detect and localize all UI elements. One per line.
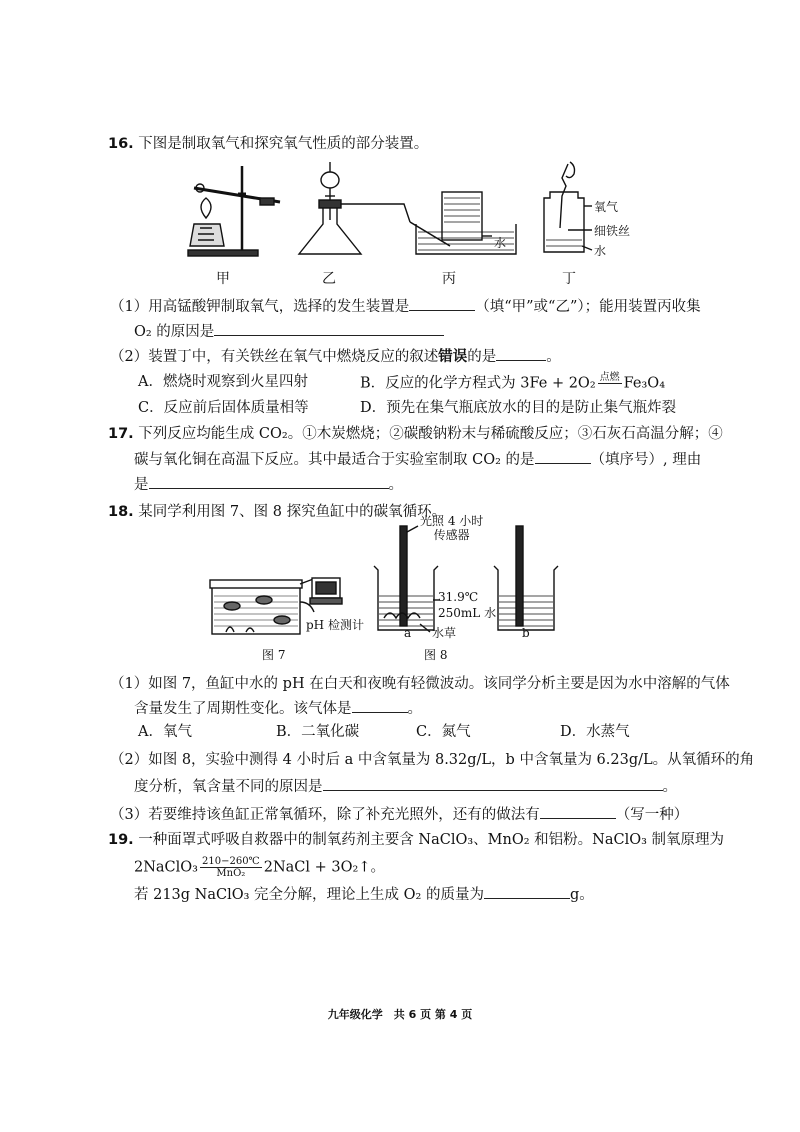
apparatus-ding	[544, 162, 592, 252]
q18-option-c: C．氮气	[416, 724, 471, 740]
fig8-plant-label: 水草	[432, 626, 457, 640]
q18-option-b: B．二氧化碳	[276, 724, 360, 740]
answer-blank[interactable]	[496, 346, 546, 361]
q17-line1: 17. 下列反应均能生成 CO₂。①木炭燃烧；②碳酸钠粉末与稀硫酸反应；③石灰石高温分解；④	[108, 426, 723, 442]
label-water-bing: 水	[494, 236, 507, 250]
label-jia: 甲	[216, 271, 230, 287]
q16-option-c: C．反应前后固体质量相等	[138, 400, 309, 416]
answer-blank[interactable]	[409, 296, 475, 311]
q17-line2: 碳与氧化铜在高温下反应。其中最适合于实验室制取 CO₂ 的是 （填序号）, 理由	[134, 449, 701, 470]
apparatus-jia	[188, 166, 280, 256]
q18-part1-line2: 含量发生了周期性变化。该气体是 。	[134, 698, 422, 719]
q19-equation: 2NaClO₃ $\frac{210-260℃}{\text{MnO₂}}$ 2NaCl + 3O₂↑。	[134, 856, 385, 879]
label-ding: 丁	[562, 271, 576, 287]
label-oxygen: 氧气	[594, 200, 619, 214]
q16-part1: （1）用高锰酸钾制取氧气，选择的发生装置是 （填“甲”或“乙”）；能用装置丙收集	[110, 296, 701, 317]
answer-blank[interactable]	[352, 698, 408, 713]
label-bing: 丙	[442, 271, 456, 287]
label-water-ding: 水	[594, 244, 607, 258]
answer-blank[interactable]	[214, 321, 444, 336]
q18-stem: 18. 某同学利用图 7、图 8 探究鱼缸中的碳氧循环。	[108, 504, 447, 520]
fig8-caption: 图 8	[424, 648, 448, 662]
q16-apparatus-figure	[180, 158, 620, 280]
q19-line1: 19. 一种面罩式呼吸自救器中的制氧药剂主要含 NaClO₃、MnO₂ 和铝粉。NaClO₃ 制氧原理为	[108, 832, 725, 848]
fig8-beaker-a: a	[404, 626, 412, 640]
label-iron-wire: 细铁丝	[594, 224, 631, 238]
fig7-ph-meter-label: pH 检测计	[306, 618, 364, 632]
q18-part2-line2: 度分析，氧含量不同的原因是 。	[134, 776, 677, 797]
q19-line3: 若 213g NaClO₃ 完全分解，理论上生成 O₂ 的质量为 g。	[134, 884, 594, 905]
q16-option-b: B．反应的化学方程式为 3Fe + 2O₂ 点燃 Fe₃O₄	[360, 372, 666, 392]
q16-stem: 16. 下图是制取氧气和探究氧气性质的部分装置。	[108, 136, 429, 152]
apparatus-yi	[299, 162, 390, 254]
label-yi: 乙	[322, 271, 336, 287]
page-footer: 九年级化学 共 6 页 第 4 页	[327, 1008, 473, 1021]
fig8-temperature: 31.9℃	[438, 590, 479, 604]
answer-blank[interactable]	[323, 776, 663, 791]
q18-part1-line1: （1）如图 7，鱼缸中水的 pH 在白天和夜晚有轻微波动。该同学分析主要是因为水中溶解的气体	[110, 676, 730, 692]
fig7-caption: 图 7	[262, 648, 286, 662]
q16-part2: （2）装置丁中，有关铁丝在氧气中燃烧反应的叙述错误的是 。	[110, 348, 561, 365]
fig8-sensor-label: 光照 4 小时 传感器	[420, 514, 484, 542]
fig8-volume: 250mL 水	[438, 606, 497, 620]
q16-part1-reason: O₂ 的原因是	[134, 321, 444, 342]
q16-option-a: A．燃烧时观察到火星四射	[138, 374, 308, 390]
q18-part3: （3）若要维持该鱼缸正常氧循环，除了补充光照外，还有的做法有 （写一种）	[110, 804, 688, 825]
q18-part2-line1: （2）如图 8，实验中测得 4 小时后 a 中含氧量为 8.32g/L，b 中含氧量为 6.23g/L。从氧循环的角	[110, 752, 755, 768]
q17-line3: 是 。	[134, 474, 403, 495]
fig8-beaker-b: b	[522, 626, 530, 640]
q18-option-a: A．氧气	[138, 724, 192, 740]
q16-option-d: D．预先在集气瓶底放水的目的是防止集气瓶炸裂	[360, 400, 677, 416]
answer-blank[interactable]	[149, 474, 389, 489]
answer-blank[interactable]	[535, 449, 591, 464]
answer-blank[interactable]	[484, 884, 570, 899]
answer-blank[interactable]	[540, 804, 616, 819]
q18-option-d: D．水蒸气	[560, 724, 630, 740]
